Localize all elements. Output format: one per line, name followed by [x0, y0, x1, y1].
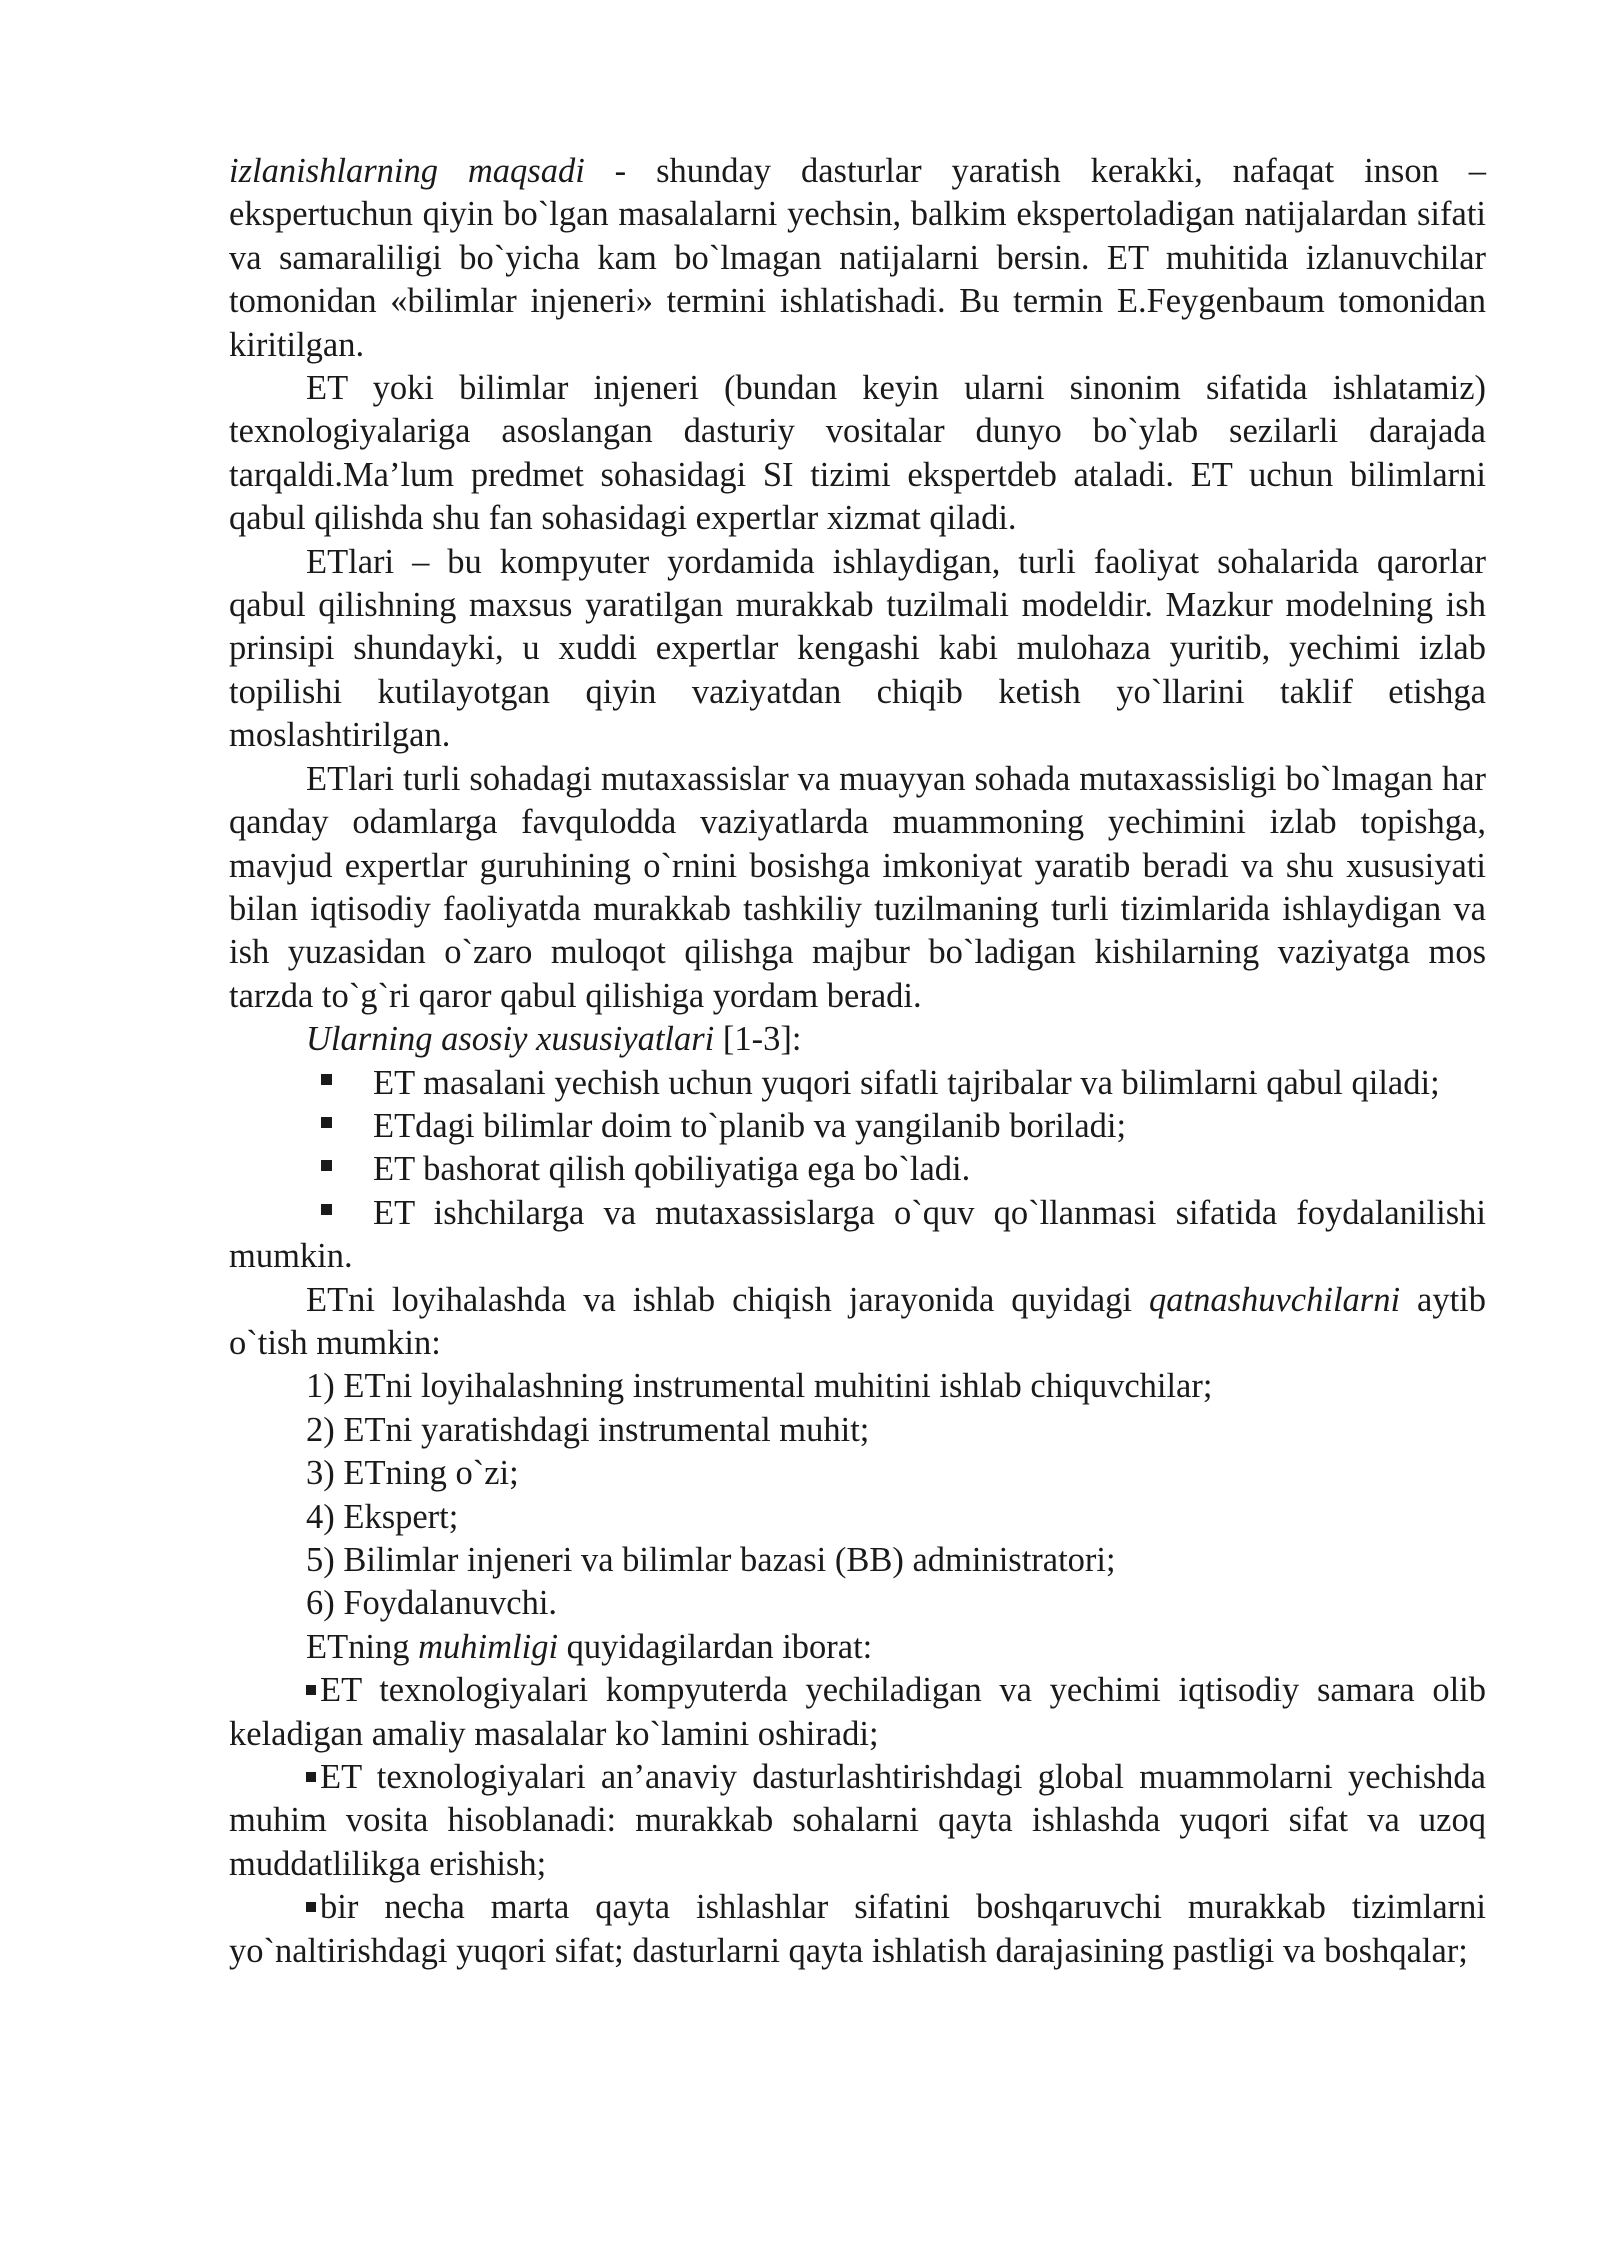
list-item-text: ET bashorat qilish qobiliyatiga ega bo`ladi.	[373, 1150, 971, 1189]
participants-lead: ETni loyihalashda va ishlab chiqish jarayonida quyidagi	[306, 1280, 1149, 1319]
square-bullet-icon	[306, 1685, 316, 1695]
intro-text: - shunday dasturlar yaratish kerakki, nafaqat inson – ekspertuchun qiyin bo`lgan masalalarni yechsin, balkim ekspertoladigan natijalardan sifati va samaraliligi bo`yicha kam bo`lmagan natijalarni bersin. ET muhitida izlanuvchilar tomonidan «bilimlar injeneri» termini ishlatishadi. Bu termin E.Feygenbaum tomonidan kiritilgan.	[229, 152, 1486, 364]
list-item	[229, 1062, 1486, 1105]
numbered-item: 6) Foydalanuvchi.	[306, 1584, 558, 1623]
numbered-item: 2) ETni yaratishdagi instrumental muhit;	[306, 1410, 870, 1449]
features-heading-italic: Ularning asosiy xususiyatlari	[306, 1020, 715, 1059]
list-item	[229, 1669, 1486, 1756]
importance-italic: muhimligi	[418, 1627, 559, 1666]
document-body	[229, 150, 1486, 1973]
list-item	[229, 1886, 1486, 1973]
list-item-text: ET texnologiyalari kompyuterda yechiladigan va yechimi iqtisodiy samara olib keladigan amaliy masalalar ko`lamini oshiradi;	[229, 1671, 1486, 1753]
square-bullet-icon	[306, 1902, 316, 1912]
numbered-item: 5) Bilimlar injeneri va bilimlar bazasi (BB) administratori;	[306, 1541, 1116, 1579]
intro-paragraph	[229, 150, 1486, 367]
importance-heading	[229, 1626, 1486, 1669]
list-item-text: ET masalani yechish uchun yuqori sifatli tajribalar va bilimlarni qabul qiladi;	[373, 1063, 1440, 1102]
features-heading	[229, 1018, 1486, 1061]
participants-heading	[229, 1279, 1486, 1366]
numbered-item: 1) ETni loyihalashning instrumental muhitini ishlab chiquvchilar;	[306, 1367, 1213, 1406]
participants-italic: qatnashuvchilarni	[1148, 1280, 1401, 1319]
participants-tail: aytib o`tish mumkin:	[229, 1280, 1486, 1362]
square-bullet-icon	[321, 1204, 332, 1215]
list-item	[229, 1756, 1486, 1886]
intro-italic-term: izlanishlarning maqsadi	[229, 152, 585, 190]
numbered-item: 4) Ekspert;	[306, 1497, 459, 1536]
paragraph-et-benefits: ETlari turli sohadagi mutaxassislar va muayyan sohada mutaxassisligi bo`lmagan har qanday odamlarga favqulodda vaziyatlarda muammoning yechimini izlab topishga, mavjud expertlar guruhining o`rnini bosishga imkoniyat yaratib beradi va shu xususiyati bilan iqtisodiy faoliyatda murakkab tashkiliy tuzilmaning turli tizimlarida ishlaydigan va ish yuzasidan o`zaro muloqot qilishga majbur bo`ladigan kishilarning vaziyatga mos tarzda to`g`ri qaror qabul qilishiga yordam beradi.	[229, 759, 1486, 1015]
paragraph-et-definition: ET yoki bilimlar injeneri (bundan keyin ularni sinonim sifatida ishlatamiz) texnologiyalariga asoslangan dasturiy vositalar dunyo bo`ylab sezilarli darajada tarqaldi.Ma’lum predmet sohasidagi SI tizimi ekspertdeb ataladi. ET uchun bilimlarni qabul qilishda shu fan sohasidagi expertlar xizmat qiladi.	[229, 369, 1486, 538]
numbered-item: 3) ETning o`zi;	[306, 1454, 519, 1493]
square-bullet-icon	[321, 1074, 332, 1085]
list-item-text: ET texnologiyalari an’anaviy dasturlashtirishdagi global muammolarni yechishda muhim vosita hisoblanadi: murakkab sohalarni qayta ishlashda yuqori sifat va uzoq muddatlilikga erishish;	[229, 1758, 1486, 1883]
square-bullet-icon	[306, 1772, 316, 1782]
list-item-text: ET ishchilarga va mutaxassislarga o`quv qo`llanmasi sifatida foydalanilishi mumkin.	[229, 1193, 1486, 1276]
importance-tail: quyidagilardan iborat:	[558, 1627, 873, 1666]
list-item	[229, 1192, 1486, 1279]
square-bullet-icon	[321, 1117, 332, 1128]
importance-lead: ETning	[306, 1627, 419, 1666]
features-heading-ref: [1-3]:	[714, 1020, 802, 1059]
list-item-text: ETdagi bilimlar doim to`planib va yangilanib boriladi;	[373, 1106, 1127, 1145]
paragraph-et-model: ETlari – bu kompyuter yordamida ishlaydigan, turli faoliyat sohalarida qarorlar qabul qilishning maxsus yaratilgan murakkab tuzilmali modeldir. Mazkur modelning ish prinsipi shundayki, u xuddi expertlar kengashi kabi mulohaza yuritib, yechimi izlab topilishi kutilayotgan qiyin vaziyatdan chiqib ketish yo`llarini taklif etishga moslashtirilgan.	[229, 542, 1486, 755]
list-item-text: bir necha marta qayta ishlashlar sifatini boshqaruvchi murakkab tizimlarni yo`naltirishdagi yuqori sifat; dasturlarni qayta ishlatish darajasining pastligi va boshqalar;	[229, 1888, 1486, 1970]
list-item	[229, 1148, 1486, 1191]
list-item	[229, 1105, 1486, 1148]
square-bullet-icon	[321, 1160, 332, 1171]
